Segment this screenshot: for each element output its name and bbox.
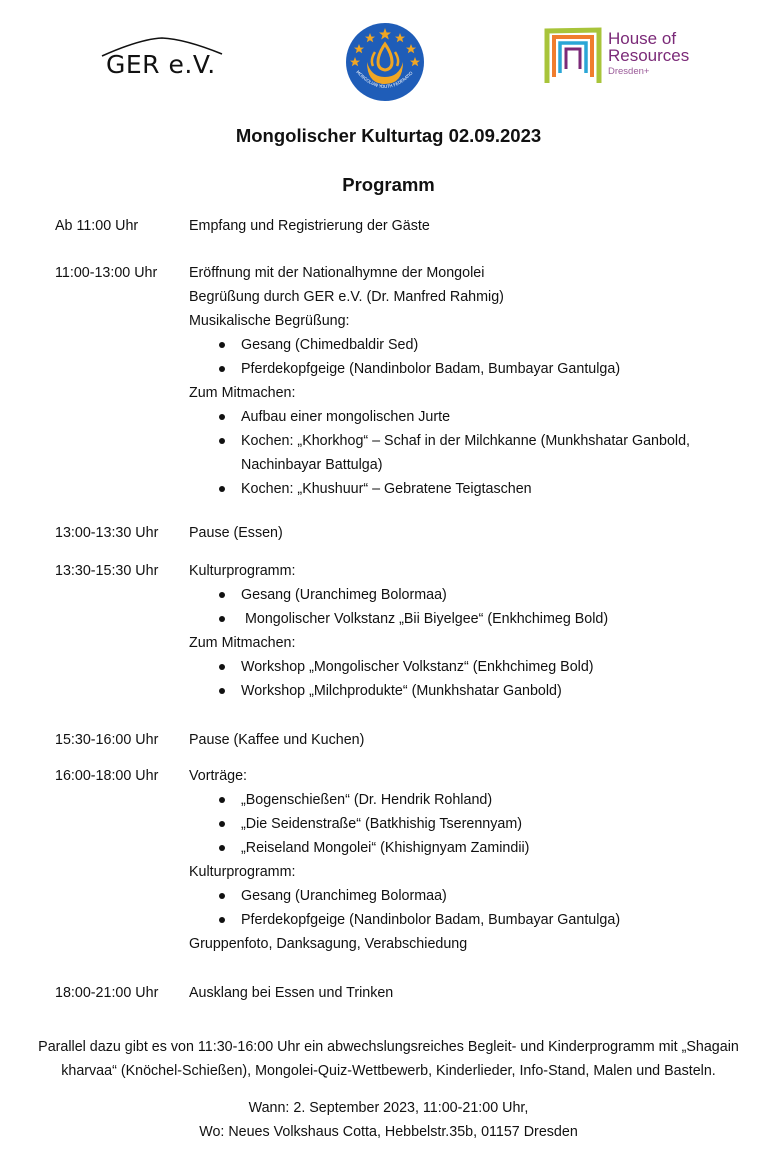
bullet-item (189, 357, 749, 381)
schedule-time: 16:00-18:00 Uhr (55, 768, 159, 784)
bullet-text: Kochen: „Khushuur“ – Gebratene Teigtaschen (241, 481, 532, 497)
schedule-text-line: Pause (Essen) (189, 525, 283, 541)
schedule-text-line: Begrüßung durch GER e.V. (Dr. Manfred Rahmig) (189, 289, 504, 305)
bullet-item (189, 477, 749, 501)
bullet-item (189, 812, 749, 836)
hor-line3: Dresden+ (608, 66, 650, 77)
event-info (20, 1096, 757, 1144)
bullet-text: Gesang (Uranchimeg Bolormaa) (241, 888, 447, 904)
bullet-icon (219, 616, 225, 622)
bullet-icon (219, 342, 225, 348)
bullet-text: Mongolischer Volkstanz „Bii Biyelgee“ (Enkhchimeg Bold) (241, 611, 609, 627)
bullet-text: Workshop „Milchprodukte“ (Munkhshatar Ganbold) (241, 683, 562, 699)
bullet-item (189, 333, 749, 357)
bullet-text: Pferdekopfgeige (Nandinbolor Badam, Bumbayar Gantulga) (241, 912, 621, 928)
schedule-description (189, 521, 749, 545)
bullet-text: Pferdekopfgeige (Nandinbolor Badam, Bumbayar Gantulga) (241, 361, 621, 377)
schedule-text-line: Zum Mitmachen: (189, 385, 296, 401)
bullet-text: Gesang (Chimedbaldir Sed) (241, 337, 419, 353)
parallel-program (20, 1035, 757, 1083)
schedule-description (189, 214, 749, 238)
bullet-item (189, 655, 749, 679)
ger-logo-text: GER e.V. (106, 50, 216, 79)
bullet-icon (219, 917, 225, 923)
schedule-time: Ab 11:00 Uhr (55, 218, 139, 234)
myfe-emblem-icon (342, 22, 428, 102)
schedule-text-line: Pause (Kaffee und Kuchen) (189, 732, 365, 748)
bullet-text: Kochen: „Khorkhog“ – Schaf in der Milchkanne (Munkhshatar Ganbold, (241, 433, 691, 449)
schedule-time: 11:00-13:00 Uhr (55, 265, 158, 281)
schedule-text-line: Empfang und Registrierung der Gäste (189, 218, 430, 234)
bullet-icon (219, 486, 225, 492)
schedule-description (189, 764, 749, 956)
bullet-icon (219, 845, 225, 851)
schedule-text-line: Kulturprogramm: (189, 864, 296, 880)
bullet-text: Workshop „Mongolischer Volkstanz“ (Enkhchimeg Bold) (241, 659, 594, 675)
bullet-icon (219, 592, 225, 598)
parallel-line-1: Parallel dazu gibt es von 11:30-16:00 Uhr ein abwechslungsreiches Begleit- und Kinderprogramm mit „Shagain (38, 1039, 739, 1055)
schedule-description (189, 559, 749, 703)
when-line: Wann: 2. September 2023, 11:00-21:00 Uhr, (248, 1100, 529, 1116)
schedule-text-line: Musikalische Begrüßung: (189, 313, 350, 329)
bullet-text: Aufbau einer mongolischen Jurte (241, 409, 451, 425)
bullet-icon (219, 664, 225, 670)
bullet-item (189, 836, 749, 860)
bullet-icon (219, 366, 225, 372)
bullet-icon (219, 893, 225, 899)
schedule-text-line: Gruppenfoto, Danksagung, Verabschiedung (189, 936, 468, 952)
schedule-time: 13:30-15:30 Uhr (55, 563, 159, 579)
bullet-item (189, 679, 749, 703)
schedule-text-line: Zum Mitmachen: (189, 635, 296, 651)
bullet-text-continuation: Nachinbayar Battulga) (241, 457, 383, 473)
schedule-description (189, 261, 749, 501)
bullet-item (189, 788, 749, 812)
bullet-text: „Die Seidenstraße“ (Batkhishig Tserennyam) (241, 816, 523, 832)
bullet-text: „Bogenschießen“ (Dr. Hendrik Rohland) (241, 792, 493, 808)
schedule-text-line: Kulturprogramm: (189, 563, 296, 579)
hor-line1: House of (608, 29, 677, 48)
bullet-item (189, 884, 749, 908)
schedule-time: 13:00-13:30 Uhr (55, 525, 159, 541)
schedule-description (189, 728, 749, 752)
house-of-resources-logo (544, 27, 714, 85)
bullet-icon (219, 438, 225, 444)
bullet-item (189, 908, 749, 932)
bullet-item (189, 583, 749, 607)
schedule-time: 15:30-16:00 Uhr (55, 732, 159, 748)
bullet-item (189, 607, 749, 631)
schedule-text-line: Ausklang bei Essen und Trinken (189, 985, 394, 1001)
myfe-logo (342, 22, 428, 102)
page-title: Mongolischer Kulturtag 02.09.2023 (235, 125, 542, 146)
bullet-icon (219, 821, 225, 827)
bullet-item (189, 429, 749, 477)
schedule-time: 18:00-21:00 Uhr (55, 985, 159, 1001)
bullet-icon (219, 688, 225, 694)
parallel-line-2: kharvaa“ (Knöchel-Schießen), Mongolei-Quiz-Wettbewerb, Kinderlieder, Info-Stand, Malen und Basteln. (61, 1063, 716, 1079)
bullet-item (189, 405, 749, 429)
schedule-text-line: Vorträge: (189, 768, 248, 784)
ger-logo (100, 34, 225, 84)
schedule-description (189, 981, 749, 1005)
bullet-icon (219, 797, 225, 803)
bullet-icon (219, 414, 225, 420)
svg-text:MONGOLIAN YOUTH FEDERATION EUR: MONGOLIAN YOUTH FEDERATIO (355, 69, 414, 90)
where-line: Wo: Neues Volkshaus Cotta, Hebbelstr.35b, 01157 Dresden (199, 1124, 578, 1140)
page-subtitle: Programm (342, 174, 435, 195)
schedule-text-line: Eröffnung mit der Nationalhymne der Mongolei (189, 265, 485, 281)
doorway-icon (544, 27, 604, 85)
bullet-text: Gesang (Uranchimeg Bolormaa) (241, 587, 447, 603)
hor-line2: Resources (608, 46, 690, 65)
bullet-text: „Reiseland Mongolei“ (Khishignyam Zamindii) (241, 840, 530, 856)
